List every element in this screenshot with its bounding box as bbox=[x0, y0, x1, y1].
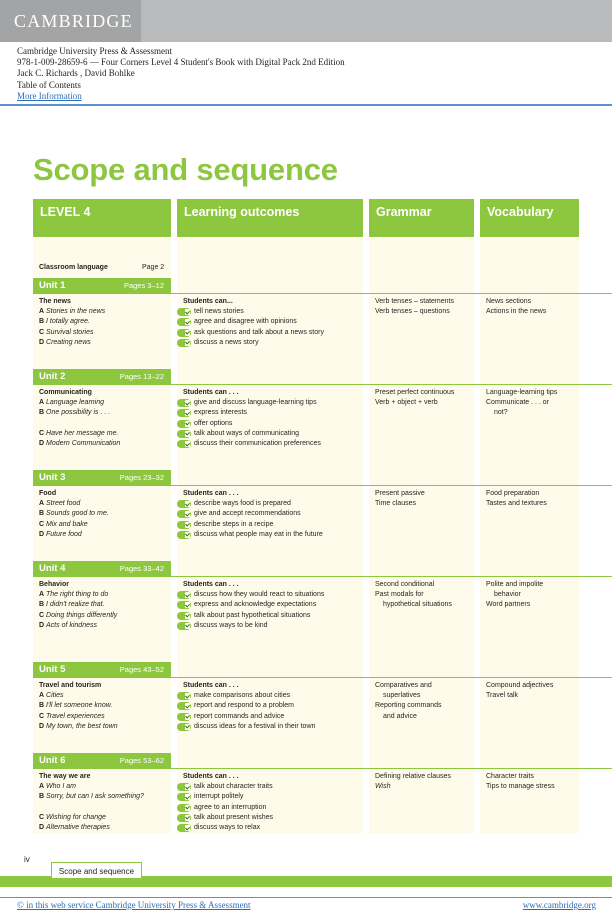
unit-4-lessons bbox=[39, 580, 171, 631]
unit-3-grammar bbox=[375, 489, 475, 509]
text: B bbox=[39, 702, 45, 710]
unit-5-outcomes bbox=[183, 681, 368, 732]
checkmark-icon bbox=[177, 308, 191, 316]
unit-name: Unit 6 bbox=[39, 755, 66, 766]
outcomes-intro: Students can... bbox=[183, 298, 233, 305]
header-vocabulary: Vocabulary bbox=[480, 199, 579, 237]
row-divider bbox=[33, 293, 612, 294]
checkmark-icon bbox=[177, 430, 191, 438]
text: Future food bbox=[46, 530, 82, 538]
lesson-a bbox=[39, 499, 171, 509]
unit-2-outcomes bbox=[183, 388, 368, 449]
outcome-item bbox=[183, 520, 368, 530]
unit-3-outcomes bbox=[183, 489, 368, 540]
outcome-item bbox=[183, 499, 368, 509]
unit-3-bar bbox=[33, 470, 171, 486]
text: make comparisons about cities bbox=[194, 692, 291, 700]
lesson-b bbox=[39, 792, 171, 802]
text: I totally agree. bbox=[46, 318, 90, 326]
header-grammar: Grammar bbox=[369, 199, 474, 237]
text: express and acknowledge expectations bbox=[194, 601, 317, 609]
lesson-spacer bbox=[39, 803, 171, 813]
text: Preset perfect continuous bbox=[375, 389, 455, 396]
lesson-a bbox=[39, 307, 171, 317]
lesson-b bbox=[39, 509, 171, 519]
footer-divider bbox=[0, 897, 612, 898]
unit-5-grammar bbox=[375, 681, 475, 722]
outcome-item bbox=[183, 338, 368, 348]
lesson-a bbox=[39, 782, 171, 792]
text: A bbox=[39, 500, 45, 508]
text: Stories in the news bbox=[46, 308, 106, 316]
text: Verb + object + verb bbox=[375, 399, 438, 407]
lesson-a bbox=[39, 691, 171, 701]
text: Survival stories bbox=[46, 328, 94, 336]
unit-topic: Travel and tourism bbox=[39, 682, 102, 689]
text: give and discuss language-learning tips bbox=[194, 399, 317, 407]
text: Comparatives and bbox=[375, 682, 432, 689]
text: Mix and bake bbox=[46, 520, 88, 528]
lesson-c bbox=[39, 520, 171, 530]
unit-5-bar bbox=[33, 662, 171, 678]
text: Wish bbox=[375, 783, 391, 791]
section-line: Table of Contents bbox=[17, 79, 81, 90]
text: interrupt politely bbox=[194, 793, 244, 801]
classroom-language-pages: Page 2 bbox=[142, 264, 165, 271]
more-information-link[interactable]: More Information bbox=[17, 90, 82, 101]
text: C bbox=[39, 429, 45, 437]
outcome-item bbox=[183, 590, 368, 600]
text: Actions in the news bbox=[486, 308, 547, 316]
text: Travel talk bbox=[486, 692, 519, 700]
unit-2-lessons bbox=[39, 388, 171, 449]
unit-6-lessons bbox=[39, 772, 171, 833]
outcome-item bbox=[183, 328, 368, 338]
cambridge-website-link[interactable]: www.cambridge.org bbox=[522, 900, 596, 910]
text: C bbox=[39, 328, 45, 336]
text: Tips to manage stress bbox=[486, 783, 555, 791]
outcome-item bbox=[183, 782, 368, 792]
text: My town, the best town bbox=[46, 722, 118, 730]
unit-name: Unit 5 bbox=[39, 664, 66, 675]
text: C bbox=[39, 611, 45, 619]
lesson-b bbox=[39, 701, 171, 711]
isbn-line: 978-1-009-28659-6 — Four Corners Level 4 Student's Book with Digital Pack 2nd Edition bbox=[17, 57, 345, 68]
header-divider bbox=[0, 104, 612, 106]
outcome-item bbox=[183, 823, 368, 833]
text: and advice bbox=[383, 712, 417, 720]
checkmark-icon bbox=[177, 692, 191, 700]
outcome-item bbox=[183, 439, 368, 449]
text: Tastes and textures bbox=[486, 500, 547, 508]
outcome-item bbox=[183, 712, 368, 722]
unit-4-vocabulary bbox=[486, 580, 581, 611]
text: A bbox=[39, 591, 45, 599]
text: offer options bbox=[194, 419, 233, 427]
unit-pages: Pages 33–42 bbox=[119, 564, 164, 573]
text: News sections bbox=[486, 298, 532, 305]
text: Sorry, but can I ask something? bbox=[46, 793, 144, 801]
unit-2-grammar bbox=[375, 388, 475, 408]
unit-3-lessons bbox=[39, 489, 171, 540]
text: Wishing for change bbox=[46, 813, 106, 821]
publisher-line: Cambridge University Press & Assessment bbox=[17, 46, 172, 56]
checkmark-icon bbox=[177, 702, 191, 710]
lesson-c bbox=[39, 813, 171, 823]
unit-pages: Pages 13–22 bbox=[119, 372, 164, 381]
text: agree to an interruption bbox=[194, 803, 267, 811]
unit-topic: Behavior bbox=[39, 581, 69, 588]
text: Acts of kindness bbox=[46, 621, 97, 629]
outcome-item bbox=[183, 398, 368, 408]
publication-info bbox=[17, 46, 345, 102]
text: I didn't realize that. bbox=[46, 601, 105, 609]
unit-name: Unit 1 bbox=[39, 280, 66, 291]
checkmark-icon bbox=[177, 723, 191, 731]
publisher-banner bbox=[0, 0, 612, 42]
outcome-item bbox=[183, 611, 368, 621]
checkmark-icon bbox=[177, 510, 191, 518]
text: behavior bbox=[494, 591, 521, 599]
outcomes-intro: Students can . . . bbox=[183, 581, 239, 588]
row-divider bbox=[33, 485, 612, 486]
checkmark-icon bbox=[177, 521, 191, 529]
checkmark-icon bbox=[177, 804, 191, 812]
row-divider bbox=[33, 768, 612, 769]
checkmark-icon bbox=[177, 713, 191, 721]
checkmark-icon bbox=[177, 339, 191, 347]
text: C bbox=[39, 520, 45, 528]
lesson-d bbox=[39, 621, 171, 631]
checkmark-icon bbox=[177, 329, 191, 337]
lesson-d bbox=[39, 823, 171, 833]
outcome-item bbox=[183, 408, 368, 418]
text: D bbox=[39, 722, 45, 730]
header-level: LEVEL 4 bbox=[33, 199, 171, 237]
unit-name: Unit 2 bbox=[39, 371, 66, 382]
outcome-item bbox=[183, 701, 368, 711]
classroom-language-label: Classroom language bbox=[39, 264, 108, 271]
unit-5-vocabulary bbox=[486, 681, 581, 701]
lesson-c bbox=[39, 712, 171, 722]
text: describe ways food is prepared bbox=[194, 500, 291, 508]
page-number: iv bbox=[24, 855, 30, 864]
text: Time clauses bbox=[375, 500, 416, 508]
text: Polite and impolite bbox=[486, 581, 544, 588]
text: hypothetical situations bbox=[383, 601, 452, 609]
text: talk about present wishes bbox=[194, 813, 273, 821]
unit-4-outcomes bbox=[183, 580, 368, 631]
text: A bbox=[39, 692, 45, 700]
lesson-d bbox=[39, 439, 171, 449]
unit-1-vocabulary bbox=[486, 297, 581, 317]
text: talk about past hypothetical situations bbox=[194, 611, 311, 619]
unit-pages: Pages 23–32 bbox=[119, 473, 164, 482]
checkmark-icon bbox=[177, 591, 191, 599]
row-divider bbox=[33, 576, 612, 577]
text: Language-learning tips bbox=[486, 389, 558, 396]
unit-pages: Pages 43–52 bbox=[119, 665, 164, 674]
text: Defining relative clauses bbox=[375, 773, 451, 780]
text: B bbox=[39, 793, 45, 801]
text: discuss ways to relax bbox=[194, 824, 261, 832]
text: The right thing to do bbox=[46, 591, 109, 599]
lesson-spacer bbox=[39, 419, 171, 429]
checkmark-icon bbox=[177, 500, 191, 508]
outcomes-intro: Students can . . . bbox=[183, 773, 239, 780]
lesson-c bbox=[39, 611, 171, 621]
text: discuss what people may eat in the future bbox=[194, 530, 323, 538]
unit-1-bar bbox=[33, 278, 171, 294]
text: C bbox=[39, 712, 45, 720]
text: superlatives bbox=[383, 692, 421, 700]
checkmark-icon bbox=[177, 814, 191, 822]
unit-1-outcomes bbox=[183, 297, 368, 348]
text: Street food bbox=[46, 500, 81, 508]
text: D bbox=[39, 530, 45, 538]
checkmark-icon bbox=[177, 318, 191, 326]
lesson-d bbox=[39, 338, 171, 348]
outcome-item bbox=[183, 792, 368, 802]
text: One possibility is . . . bbox=[46, 409, 111, 417]
text: Alternative therapies bbox=[46, 824, 110, 831]
checkmark-icon bbox=[177, 440, 191, 448]
text: Reporting commands bbox=[375, 702, 442, 710]
text: A bbox=[39, 308, 45, 316]
logo-text: CAMBRIDGE bbox=[14, 11, 133, 31]
outcome-item bbox=[183, 722, 368, 732]
lesson-b bbox=[39, 408, 171, 418]
section-tab: Scope and sequence bbox=[51, 862, 142, 879]
checkmark-icon bbox=[177, 409, 191, 417]
unit-topic: The news bbox=[39, 298, 71, 305]
text: describe steps in a recipe bbox=[194, 520, 274, 528]
text: Have her message me. bbox=[46, 429, 119, 437]
text: C bbox=[39, 813, 45, 821]
text: Doing things differently bbox=[46, 611, 118, 619]
outcome-item bbox=[183, 803, 368, 813]
checkmark-icon bbox=[177, 531, 191, 539]
lesson-a bbox=[39, 590, 171, 600]
row-divider bbox=[33, 677, 612, 678]
outcomes-intro: Students can . . . bbox=[183, 389, 239, 396]
text: Verb tenses – statements bbox=[375, 298, 454, 305]
header-learning-outcomes: Learning outcomes bbox=[177, 199, 363, 237]
authors-line: Jack C. Richards , David Bohlke bbox=[17, 68, 135, 79]
unit-name: Unit 4 bbox=[39, 563, 66, 574]
outcomes-intro: Students can . . . bbox=[183, 490, 239, 497]
text: Sounds good to me. bbox=[46, 510, 109, 518]
outcome-item bbox=[183, 307, 368, 317]
text: Word partners bbox=[486, 601, 531, 609]
unit-6-vocabulary bbox=[486, 772, 581, 792]
text: talk about ways of communicating bbox=[194, 429, 300, 437]
text: A bbox=[39, 399, 45, 407]
unit-5-lessons bbox=[39, 681, 171, 732]
text: B bbox=[39, 409, 45, 417]
unit-4-bar bbox=[33, 561, 171, 577]
unit-6-outcomes bbox=[183, 772, 368, 833]
unit-2-bar bbox=[33, 369, 171, 385]
outcome-item bbox=[183, 691, 368, 701]
text: tell news stories bbox=[194, 308, 244, 316]
text: ask questions and talk about a news story bbox=[194, 328, 324, 336]
outcomes-intro: Students can . . . bbox=[183, 682, 239, 689]
checkmark-icon bbox=[177, 793, 191, 801]
text: Food preparation bbox=[486, 490, 540, 497]
text: not? bbox=[494, 409, 508, 417]
lesson-b bbox=[39, 317, 171, 327]
unit-6-bar bbox=[33, 753, 171, 769]
text: I'll let someone know. bbox=[46, 702, 113, 710]
text: discuss how they would react to situations bbox=[194, 591, 325, 599]
unit-2-vocabulary bbox=[486, 388, 581, 419]
text: give and accept recommendations bbox=[194, 510, 301, 518]
text: discuss ideas for a festival in their town bbox=[194, 722, 316, 730]
checkmark-icon bbox=[177, 824, 191, 832]
text: Character traits bbox=[486, 773, 534, 780]
text: Modern Communication bbox=[46, 440, 121, 447]
lesson-c bbox=[39, 429, 171, 439]
text: D bbox=[39, 338, 45, 346]
text: B bbox=[39, 510, 45, 518]
unit-pages: Pages 53–62 bbox=[119, 756, 164, 765]
unit-topic: Communicating bbox=[39, 389, 92, 396]
unit-4-grammar bbox=[375, 580, 475, 611]
row-divider bbox=[33, 384, 612, 385]
grammar-column-bg bbox=[369, 238, 474, 833]
text: Travel experiences bbox=[46, 712, 105, 720]
text: Compound adjectives bbox=[486, 682, 554, 689]
checkmark-icon bbox=[177, 601, 191, 609]
text: talk about character traits bbox=[194, 783, 273, 791]
unit-name: Unit 3 bbox=[39, 472, 66, 483]
unit-topic: Food bbox=[39, 490, 57, 497]
text: Verb tenses – questions bbox=[375, 308, 450, 316]
text: Present passive bbox=[375, 490, 425, 497]
text: agree and disagree with opinions bbox=[194, 318, 297, 326]
copyright-link[interactable]: © in this web service Cambridge University Press & Assessment bbox=[17, 900, 251, 910]
text: A bbox=[39, 783, 45, 791]
text: Who I am bbox=[46, 783, 76, 791]
text: Cities bbox=[46, 692, 64, 700]
outcome-item bbox=[183, 530, 368, 540]
outcome-item bbox=[183, 600, 368, 610]
unit-1-lessons bbox=[39, 297, 171, 348]
lesson-c bbox=[39, 328, 171, 338]
text: B bbox=[39, 601, 45, 609]
checkmark-icon bbox=[177, 783, 191, 791]
text: express interests bbox=[194, 409, 247, 417]
unit-pages: Pages 3–12 bbox=[123, 281, 164, 290]
unit-topic: The way we are bbox=[39, 773, 91, 780]
outcome-item bbox=[183, 419, 368, 429]
lesson-b bbox=[39, 600, 171, 610]
text: report commands and advice bbox=[194, 712, 285, 720]
outcome-item bbox=[183, 509, 368, 519]
text: D bbox=[39, 621, 45, 629]
text: Past modals for bbox=[375, 591, 424, 599]
outcome-item bbox=[183, 317, 368, 327]
lesson-a bbox=[39, 398, 171, 408]
text: Communicate . . . or bbox=[486, 399, 550, 407]
outcome-item bbox=[183, 813, 368, 823]
text: discuss their communication preferences bbox=[194, 440, 321, 448]
text: discuss a news story bbox=[194, 338, 259, 346]
text: Second conditional bbox=[375, 581, 435, 588]
text: Creating news bbox=[46, 338, 91, 346]
unit-6-grammar bbox=[375, 772, 475, 792]
unit-3-vocabulary bbox=[486, 489, 581, 509]
checkmark-icon bbox=[177, 622, 191, 630]
text: report and respond to a problem bbox=[194, 702, 295, 710]
lesson-d bbox=[39, 722, 171, 732]
outcome-item bbox=[183, 621, 368, 631]
page-title: Scope and sequence bbox=[33, 152, 338, 187]
text: Language learning bbox=[46, 399, 105, 407]
unit-1-grammar bbox=[375, 297, 475, 317]
cambridge-logo[interactable] bbox=[0, 0, 141, 42]
checkmark-icon bbox=[177, 420, 191, 428]
text: B bbox=[39, 318, 45, 326]
text: D bbox=[39, 440, 45, 447]
lesson-d bbox=[39, 530, 171, 540]
text: discuss ways to be kind bbox=[194, 621, 268, 629]
text: D bbox=[39, 824, 45, 831]
vocabulary-column-bg bbox=[480, 238, 579, 833]
outcome-item bbox=[183, 429, 368, 439]
checkmark-icon bbox=[177, 399, 191, 407]
checkmark-icon bbox=[177, 612, 191, 620]
